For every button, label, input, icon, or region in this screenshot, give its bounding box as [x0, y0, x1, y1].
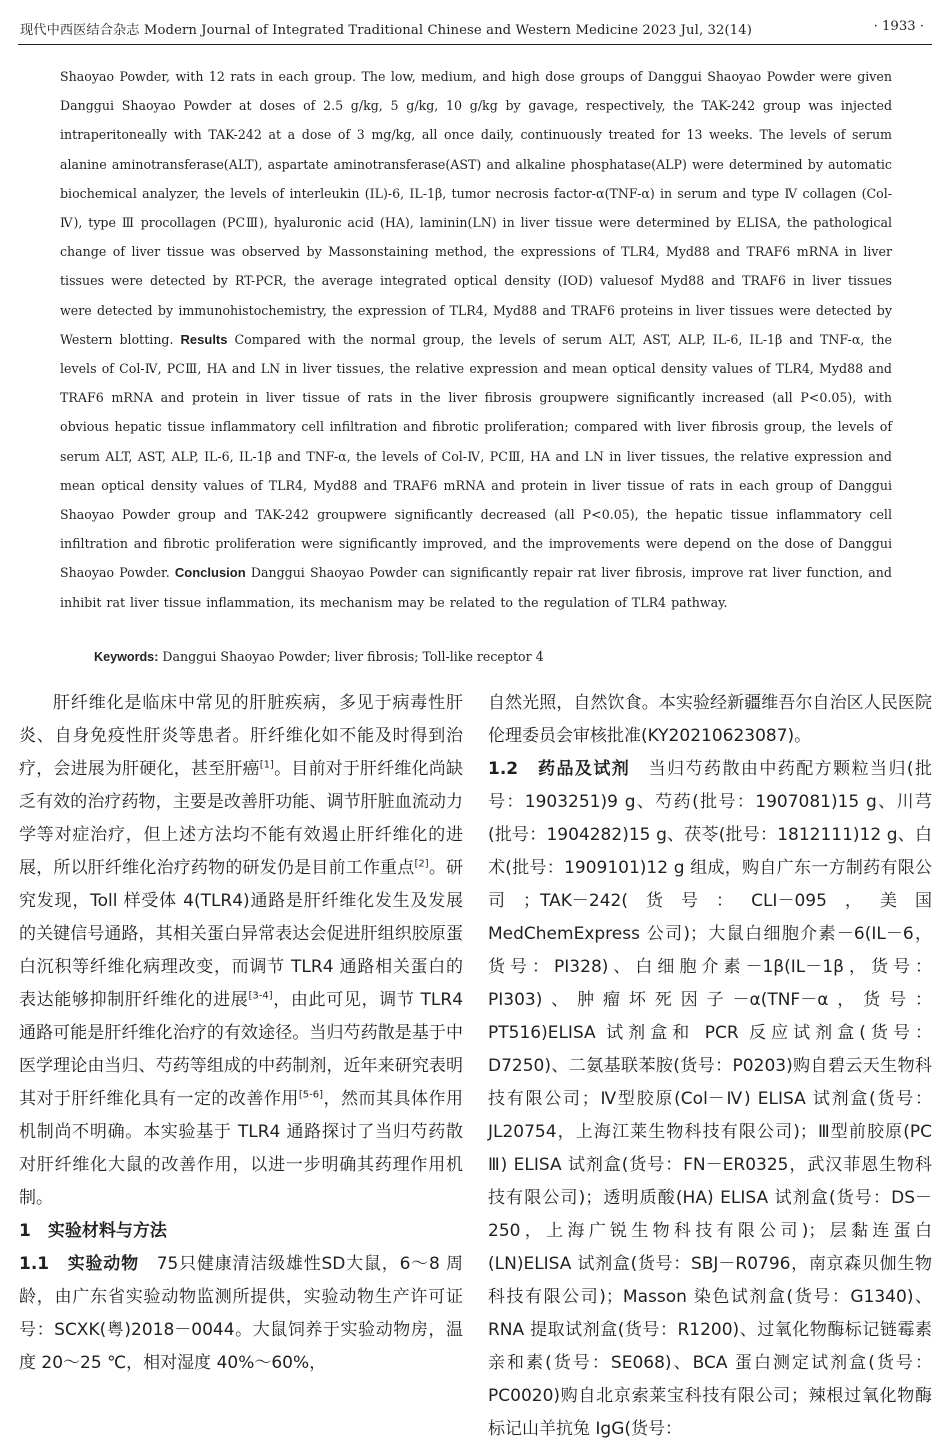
intro-text: ，由此可见，调节 TLR4 通路可能是肝纤维化治疗的有效途径。当归芍药散是基于中医学理论由当归、芍药等组成的中药制剂，近年来研究表明其对于肝纤维化具有一定的改善作用 [19, 990, 464, 1109]
intro-text: 。目前对于肝纤维化尚缺乏有效的治疗药物，主要是改善肝功能、调节肝脏血流动力学等对症治疗，但上述方法均不能有效遏止肝纤维化的进展，所以肝纤维化治疗药物的研发仍是目前工作重点 [19, 759, 463, 878]
section-1-1 [19, 1248, 463, 1380]
english-abstract [60, 62, 892, 617]
subsection-heading: 1.2 药品及试剂 [488, 759, 631, 779]
keywords [94, 647, 544, 667]
citation: [1] [259, 759, 274, 771]
page-number: · 1933 · [873, 19, 924, 34]
keywords-label: Keywords: [94, 650, 159, 664]
left-column [19, 687, 463, 1380]
abstract-methods: Shaoyao Powder, with 12 rats in each group. The low, medium, and high dose groups of Danggui Shaoyao Powder were given Danggui Shaoyao Powder at doses of 2.5 g/kg, 5 g/kg, 10 g/kg by gavage, respectively, the TAK-242 group was injected intraperitoneally with TAK-242 at a dose of 3 mg/kg, all once daily, continuously treated for 13 weeks. The levels of serum alanine aminotransferase(ALT), aspartate aminotransferase(AST) and alkaline phosphatase(ALP) were determined by automatic biochemical analyzer, the levels of interleukin (IL)-6, IL-1β, tumor necrosis factor-α(TNF-α) in serum and type Ⅳ collagen (Col-Ⅳ), type Ⅲ procollagen (PCⅢ), hyaluronic acid (HA), laminin(LN) in liver tissue were determined by ELISA, the pathological change of liver tissue was observed by Massonstaining method, the expressions of TLR4, Myd88 and TRAF6 mRNA in liver tissues were detected by RT-PCR, the average integrated optical density (IOD) valuesof Myd88 and TRAF6 in liver tissues were detected by immunohistochemistry, the expression of TLR4, Myd88 and TRAF6 proteins in liver tissues were detected by Western blotting. [60, 69, 892, 347]
subsection-text: 75只健康清洁级雄性SD大鼠，6～8 周龄，由广东省实验动物监测所提供，实验动物生产许可证号：SCXK(粤)2018－0044。大鼠饲养于实验动物房，温度 20～25 ℃，相对湿度 40%～60%， [19, 1254, 463, 1373]
abstract-conclusion: Danggui Shaoyao Powder can significantly repair rat liver fibrosis, improve rat liver function, and inhibit rat liver tissue inflammation, its mechanism may be related to the regulation of TLR4 pathway. [60, 565, 892, 610]
section-heading: 1 实验材料与方法 [19, 1221, 167, 1241]
citation: [2] [414, 858, 429, 870]
intro-text: 。研究发现，Toll 样受体 4(TLR4)通路是肝纤维化发生及发展的关键信号通路，其相关蛋白异常表达会促进肝组织胶原蛋白沉积等纤维化病理改变，而调节 TLR4 通路相关蛋白的表达能够抑制肝纤维化的进展 [19, 858, 464, 1010]
running-header [12, 13, 932, 41]
subsection-heading: 1.1 实验动物 [19, 1254, 139, 1274]
citation: [3-4] [248, 990, 273, 1002]
right-column [488, 687, 932, 1446]
intro-text: ，然而其具体作用机制尚不明确。本实验基于 TLR4 通路探讨了当归芍药散对肝纤维化大鼠的改善作用，以进一步明确其药理作用机制。 [19, 1089, 463, 1208]
section-1-2 [488, 753, 932, 1446]
journal-title: 现代中西医结合杂志 Modern Journal of Integrated Traditional Chinese and Western Medicine 2023 Jul, 32(14) [20, 23, 752, 38]
keywords-text: Danggui Shaoyao Powder; liver fibrosis; Toll-like receptor 4 [162, 649, 544, 664]
abstract-results: Compared with the normal group, the levels of serum ALT, AST, ALP, IL-6, IL-1β and TNF-α, the levels of Col-Ⅳ, PCⅢ, HA and LN in liver tissues, the relative expression and mean optical density values of TLR4, Myd88 and TRAF6 mRNA and protein in liver tissue of rats in the liver fibrosis groupwere significantly increased (all P<0.05), with obvious hepatic tissue inflammatory cell infiltration and fibrotic proliferation; compared with liver fibrosis group, the levels of serum ALT, AST, ALP, IL-6, IL-1β and TNF-α, the levels of Col-Ⅳ, PCⅢ, HA and LN in liver tissues, the relative expression and mean optical density values of TLR4, Myd88 and TRAF6 mRNA and protein in liver tissue of rats in each group of Danggui Shaoyao Powder group and TAK-242 groupwere significantly decreased (all P<0.05), the hepatic tissue inflammatory cell infiltration and fibrotic proliferation were significantly improved, and the improvements were depend on the dose of Danggui Shaoyao Powder. [60, 331, 892, 581]
header-divider [18, 44, 932, 45]
intro-text: 肝纤维化是临床中常见的肝脏疾病，多见于病毒性肝炎、自身免疫性肝炎等患者。肝纤维化如不能及时得到治疗，会进展为肝硬化，甚至肝癌 [19, 693, 463, 779]
subsection-text: 当归芍药散由中药配方颗粒当归(批号：1903251)9 g、芍药(批号：1907081)15 g、川芎(批号：1904282)15 g、茯苓(批号：1812111)12 g、白术(批号：1909101)12 g 组成，购自广东一方制药有限公司；TAK－242(货号：CLI－095，美国 MedChemExpress 公司)；大鼠白细胞介素－6(IL－6，货号：PI328)、白细胞介素－1β(IL－1β，货号：PI303)、肿瘤坏死因子－α(TNF－α，货号：PT516)ELISA 试剂盒和 PCR 反应试剂盒(货号：D7250)、二氨基联苯胺(货号：P0203)购自碧云天生物科技有限公司；Ⅳ型胶原(Col－Ⅳ) ELISA 试剂盒(货号：JL20754，上海江莱生物科技有限公司)；Ⅲ型前胶原(PC Ⅲ) ELISA 试剂盒(货号：FN－ER0325，武汉菲恩生物科技有限公司)；透明质酸(HA) ELISA 试剂盒(货号：DS－250，上海广锐生物科技有限公司)；层黏连蛋白(LN)ELISA 试剂盒(货号：SBJ－R0796，南京森贝伽生物科技有限公司)；Masson 染色试剂盒(货号：G1340)、RNA 提取试剂盒(货号：R1200)、过氧化物酶标记链霉素亲和素(货号：SE068)、BCA 蛋白测定试剂盒(货号：PC0020)购自北京索莱宝科技有限公司；辣根过氧化物酶标记山羊抗兔 IgG(货号： [488, 759, 932, 1439]
citation: [5-6] [298, 1089, 324, 1101]
intro-paragraph [19, 687, 463, 1215]
continued-paragraph: 自然光照，自然饮食。本实验经新疆维吾尔自治区人民医院伦理委员会审核批准(KY20210623087)。 [488, 693, 932, 746]
results-label: Results [180, 331, 228, 347]
conclusion-label: Conclusion [174, 565, 246, 581]
abstract-paragraph [60, 62, 892, 617]
